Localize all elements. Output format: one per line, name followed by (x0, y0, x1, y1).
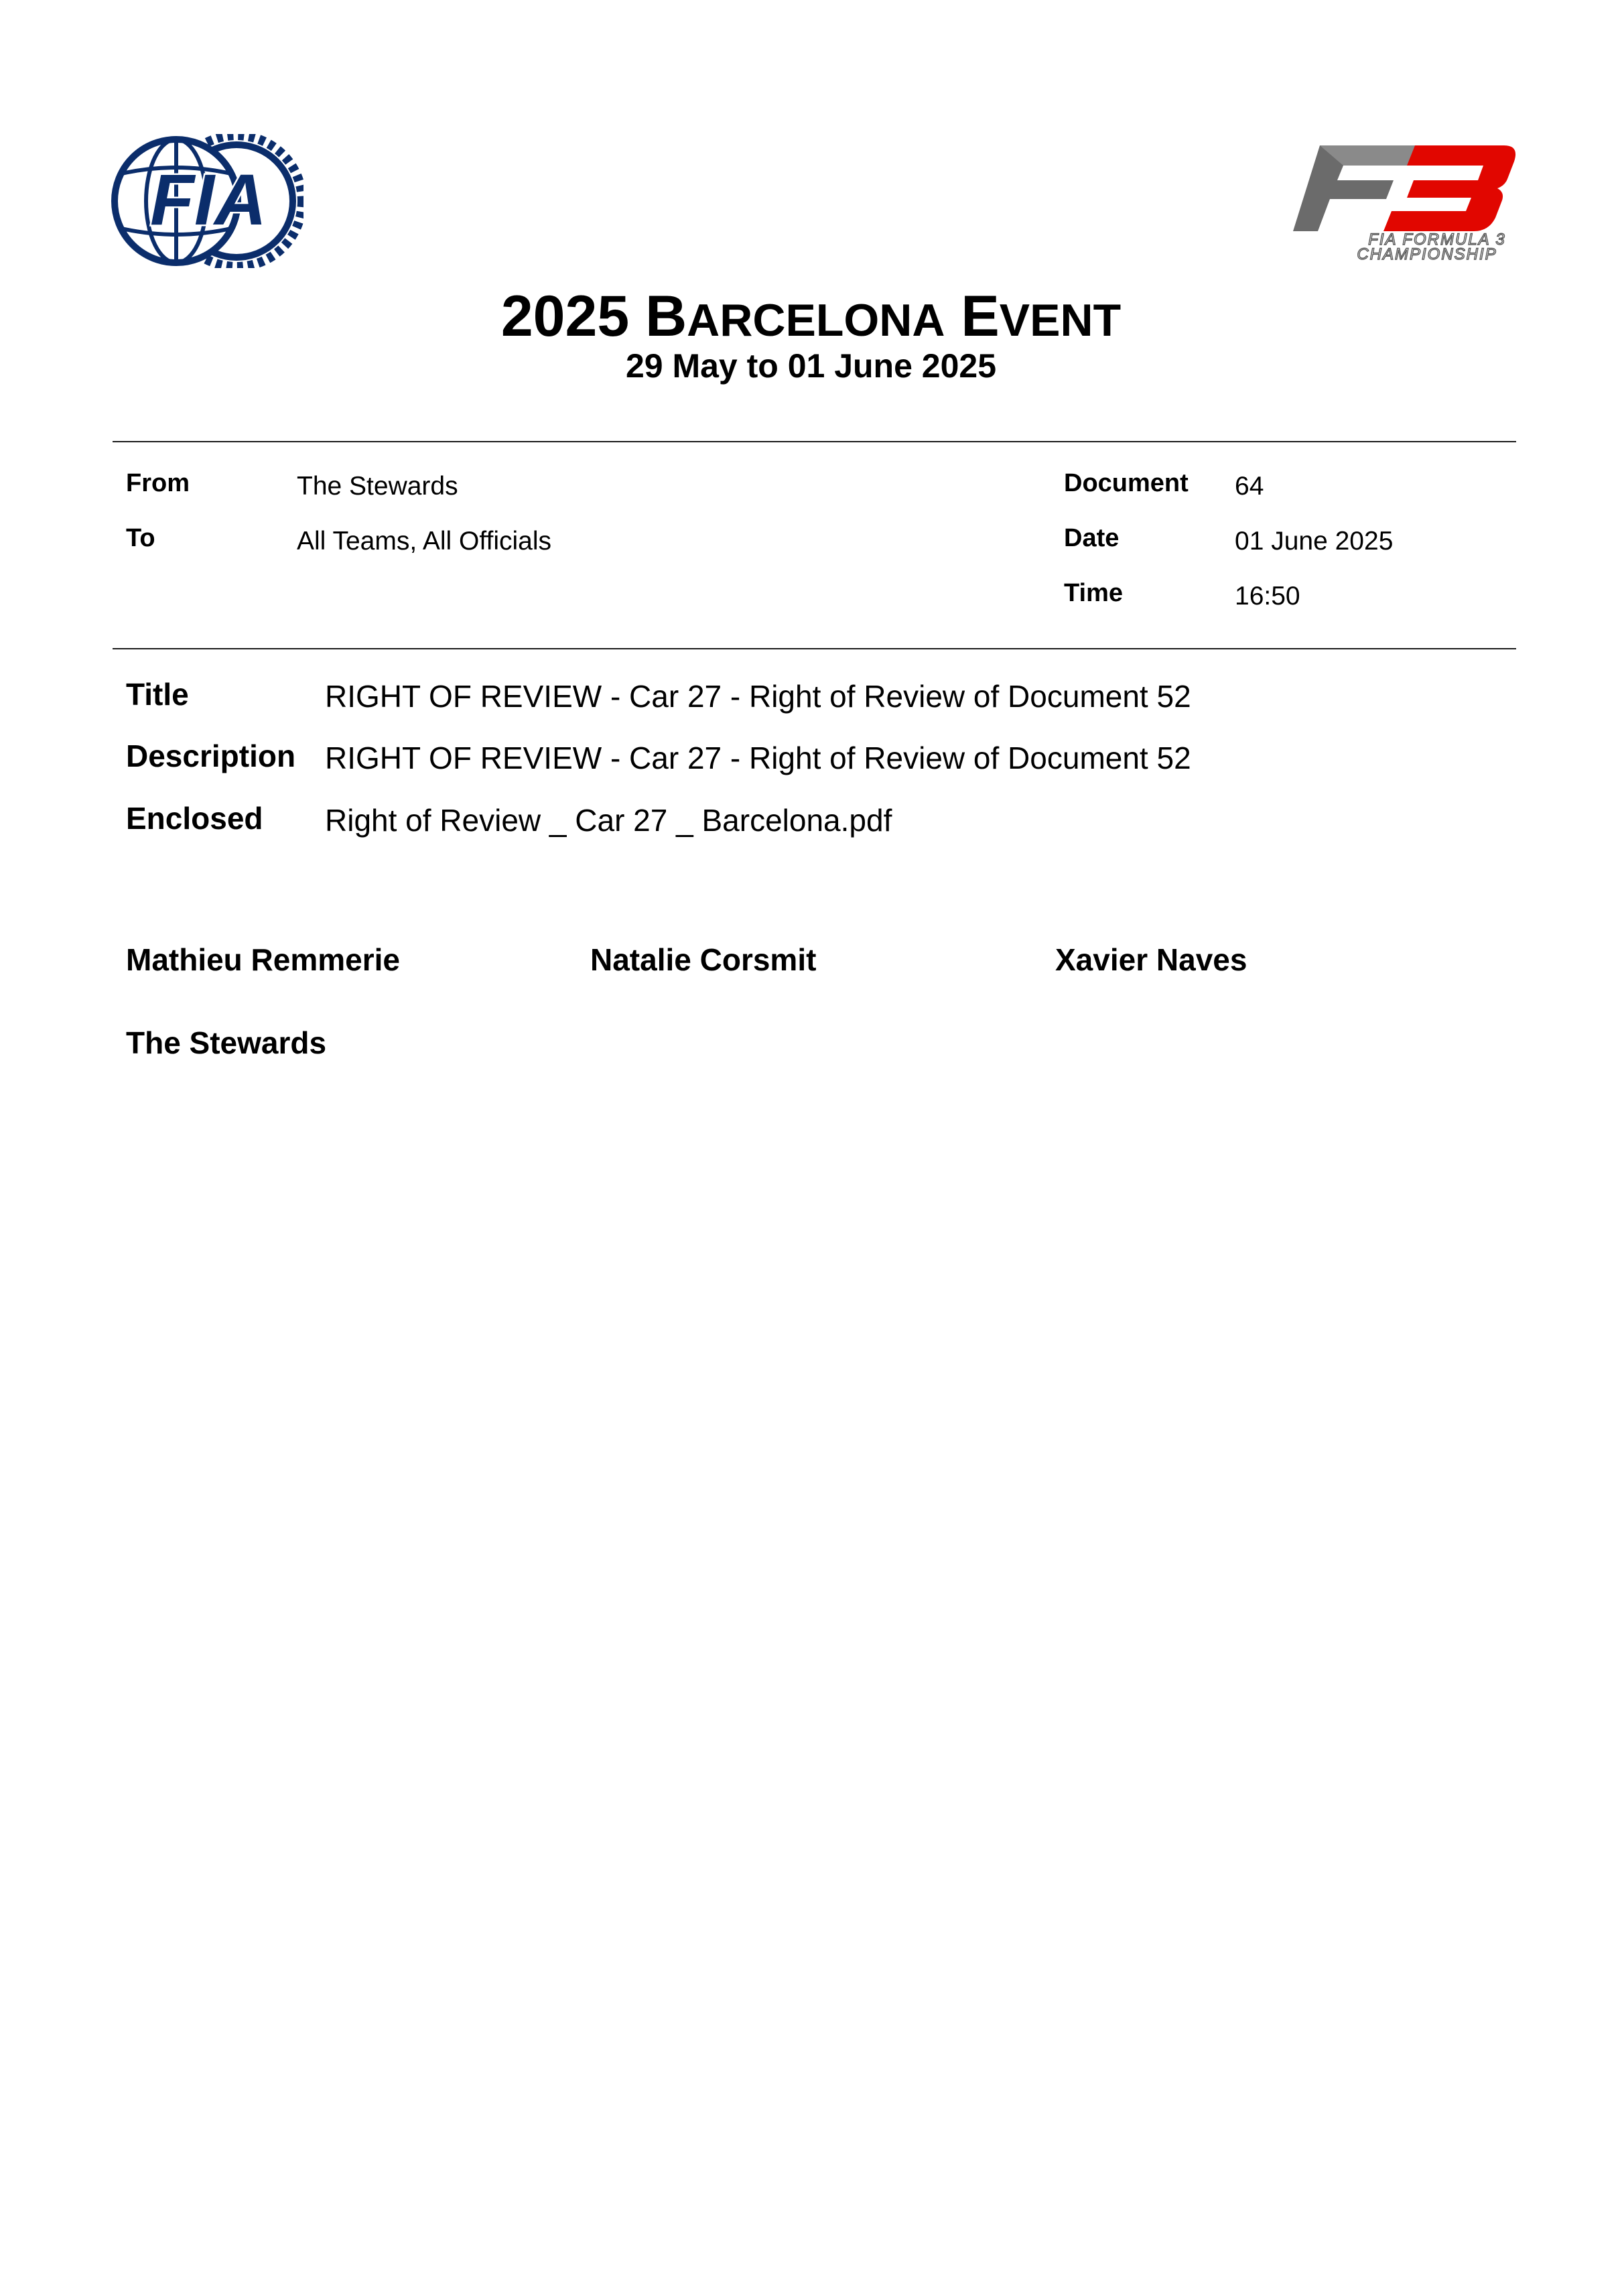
from-label: From (126, 469, 190, 497)
fia-logo-icon (109, 134, 303, 268)
event-title-initial-2: E (961, 284, 1000, 348)
to-value: All Teams, All Officials (297, 527, 552, 556)
event-title-rest-2: VENT (999, 295, 1122, 346)
date-label: Date (1064, 524, 1120, 552)
document-value: 64 (1235, 472, 1264, 501)
description-value: RIGHT OF REVIEW - Car 27 - Right of Review of Document 52 (325, 741, 1191, 775)
event-title (0, 283, 1622, 354)
fia-logo-text: FIA (150, 159, 267, 240)
event-title-initial-1: B (645, 284, 687, 348)
to-label: To (126, 524, 155, 552)
fia-logo (109, 134, 303, 268)
enclosed-label: Enclosed (126, 801, 263, 836)
f3-logo-line2: CHAMPIONSHIP (1357, 245, 1497, 261)
event-title-rest-1: ARCELONA (687, 295, 945, 346)
header-divider (113, 441, 1516, 442)
from-value: The Stewards (297, 472, 458, 501)
event-dates: 29 May to 01 June 2025 (625, 347, 997, 385)
time-value: 16:50 (1235, 582, 1300, 611)
event-title-space (945, 284, 961, 348)
date-value: 01 June 2025 (1235, 527, 1394, 556)
title-label: Title (126, 677, 189, 712)
f3-logo-icon (1273, 137, 1521, 261)
description-label: Description (126, 739, 296, 773)
f3-logo-line1: FIA FORMULA 3 (1368, 231, 1506, 249)
f3-logo (1273, 137, 1521, 261)
signatory-group: The Stewards (126, 1025, 327, 1060)
time-label: Time (1064, 579, 1124, 607)
enclosed-attachment: Right of Review _ Car 27 _ Barcelona.pdf (325, 803, 892, 838)
meta-divider (113, 648, 1516, 649)
steward-name: Natalie Corsmit (590, 942, 817, 977)
title-value: RIGHT OF REVIEW - Car 27 - Right of Review of Document 52 (325, 679, 1191, 714)
document-label: Document (1064, 469, 1189, 497)
event-title-year: 2025 (500, 284, 646, 348)
steward-name: Mathieu Remmerie (126, 942, 401, 977)
steward-name: Xavier Naves (1055, 942, 1247, 977)
